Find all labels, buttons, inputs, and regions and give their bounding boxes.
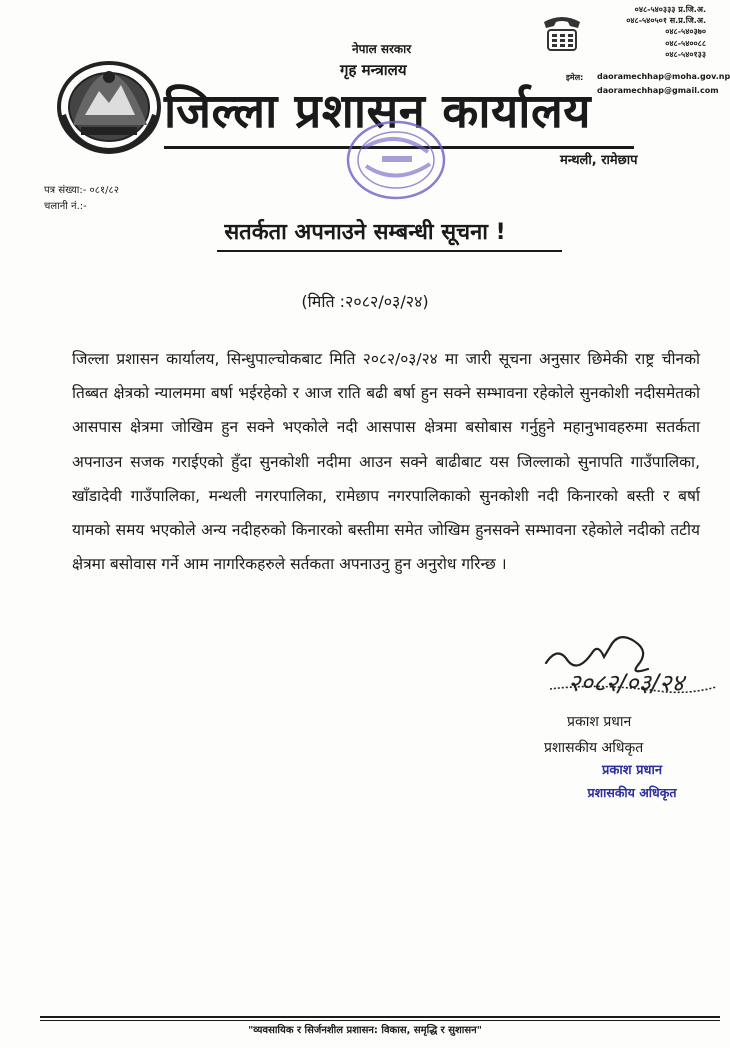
email-label: इमेल: [566,73,584,82]
office-location: मन्थली, रामेछाप [560,153,638,168]
phone-number: ०४८-५४००८८ [665,38,706,48]
government-name: नेपाल सरकार [352,42,412,56]
phone-number: ०४८-५४०३७० [665,27,706,37]
notice-body: जिल्ला प्रशासन कार्यालय, सिन्धुपाल्चोकबाट मिति २०८२/०३/२४ मा जारी सूचना अनुसार छिमेकी राष्ट्र चीनको तिब्बत क्षेत्रको न्यालममा बर्षा भईरहेको र आज राति बढी बर्षा हुन सक्ने सम्भावना रहेकोले सुनकोशी नदीसमेतको आसपास क्षेत्रमा जोखिम हुन सक्ने भएकोले नदी आसपास क्षेत्रमा बसोबास गर्नुहुने महानुभावहरुमा सतर्कता अपनाउन सजक गराईएको हुँदा सुनकोशी नदीमा आउन सक्ने बाढीबाट यस जिल्लाको सुनापति गाउँपालिका, खाँडादेवी गाउँपालिका, मन्थली नगरपालिका, रामेछाप नगरपालिकाको सुनकोशी नदी किनारको बस्ती र बर्षा यामको समय भएकोले अन्य नदीहरुको किनारको बस्तीमा समेत जोखिम हुनसक्ने सम्भावना रहेकोले नदीको तटीय क्षेत्रमा बसोवास गर्ने आम नागरिकहरुले सर्तकता अपनाउनु हुन अनुरोध गरिन्छ । [72,350,700,574]
letter-number: पत्र संख्या:- ०८१/८२ [44,185,119,196]
nepal-emblem-icon [55,55,163,155]
notice-date: (मिति :२०८२/०३/२४) [301,292,429,311]
dispatch-number: चलानी नं.:- [44,201,87,212]
footer-motto: "व्यवसायिक र सिर्जनशील प्रशासन: विकास, समृद्धि र सुशासन" [248,1025,482,1036]
office-seal-stamp [336,118,476,208]
notice-title-underline [217,250,562,252]
stamp-name: प्रकाश प्रधान [601,763,663,778]
email-address[interactable]: daoramechhap@moha.gov.np [597,72,730,81]
ministry-name: गृह मन्त्रालय [340,61,407,79]
footer-rule-thin [40,1020,720,1021]
signer-designation: प्रशासकीय अधिकृत [544,740,644,756]
footer-rule [40,1016,720,1018]
telephone-icon [540,12,584,52]
name-stamp [567,760,697,810]
phone-numbers [596,4,706,60]
email-address[interactable]: daoramechhap@gmail.com [597,86,719,95]
office-title: जिल्ला प्रशासन कार्यालय [164,84,592,139]
stamp-designation: प्रशासकीय अधिकृत [587,785,677,800]
signer-name: प्रकाश प्रधान [567,714,632,730]
phone-number: ०४८-५४०५०१ स.प्र.जि.अ. [626,16,706,26]
notice-title: सतर्कता अपनाउने सम्बन्धी सूचना ! [224,220,506,245]
handwritten-date: २०८२/०३/२४ [568,669,685,697]
phone-number: ०४८-५४०१३३ [665,49,706,59]
phone-number: ०४८-५४०३३३ प्र.जि.अ. [634,5,706,14]
handwritten-signature [538,625,728,715]
